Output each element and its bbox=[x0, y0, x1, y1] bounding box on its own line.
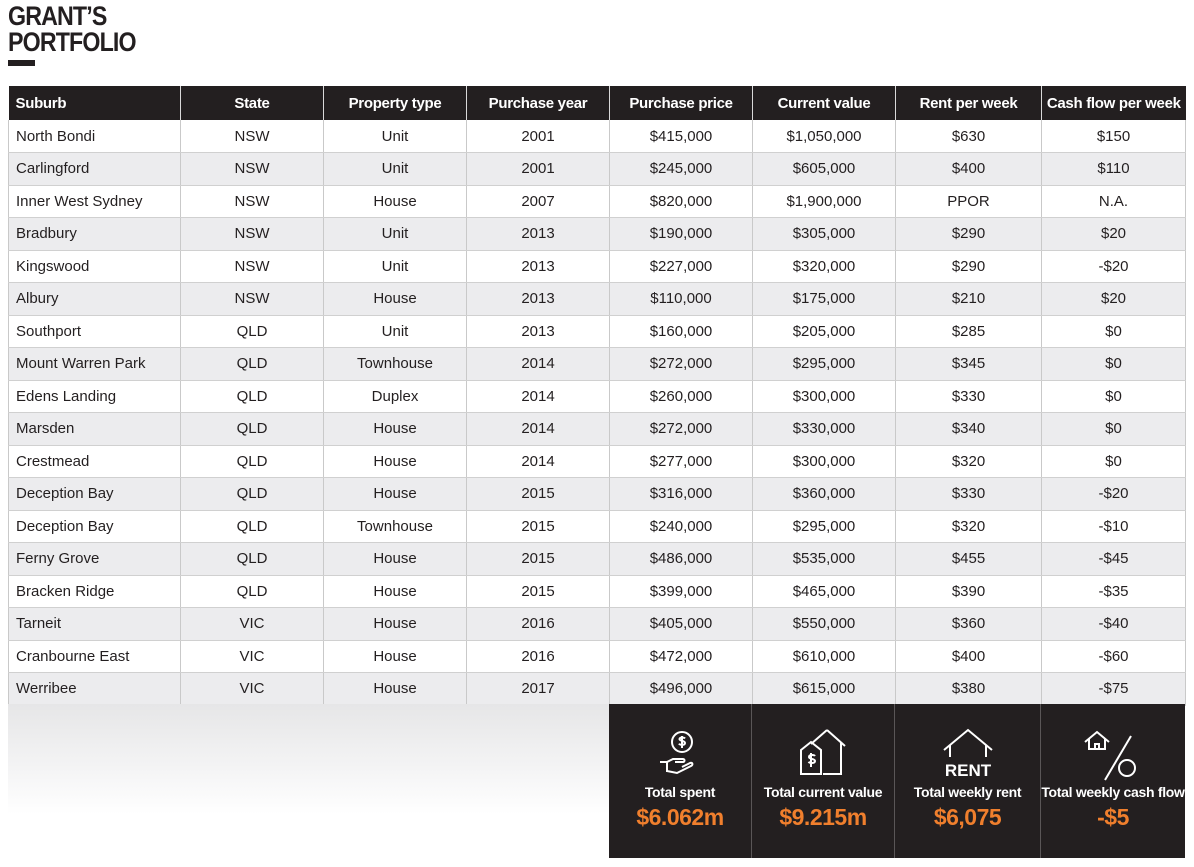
table-cell: Ferny Grove bbox=[9, 543, 181, 576]
title-underline bbox=[8, 60, 35, 66]
table-cell: $535,000 bbox=[753, 543, 896, 576]
table-cell: $240,000 bbox=[610, 510, 753, 543]
money-hand-icon bbox=[656, 728, 704, 776]
table-cell: QLD bbox=[181, 413, 324, 446]
table-cell: $400 bbox=[896, 640, 1042, 673]
table-cell: 2001 bbox=[467, 120, 610, 153]
house-percent-icon bbox=[1083, 728, 1143, 782]
summary-total-spent bbox=[609, 704, 752, 858]
table-cell: $20 bbox=[1042, 283, 1186, 316]
table-cell: $205,000 bbox=[753, 315, 896, 348]
table-cell: $160,000 bbox=[610, 315, 753, 348]
table-cell: $175,000 bbox=[753, 283, 896, 316]
table-row bbox=[9, 185, 1186, 218]
table-cell: $1,050,000 bbox=[753, 120, 896, 153]
decorative-fade bbox=[8, 704, 609, 814]
table-row bbox=[9, 348, 1186, 381]
table-cell: QLD bbox=[181, 478, 324, 511]
summary-label: Total current value bbox=[763, 784, 883, 800]
table-cell: 2013 bbox=[467, 250, 610, 283]
table-cell: $0 bbox=[1042, 380, 1186, 413]
table-cell: 2014 bbox=[467, 380, 610, 413]
table-cell: $360,000 bbox=[753, 478, 896, 511]
table-cell: $472,000 bbox=[610, 640, 753, 673]
table-cell: 2016 bbox=[467, 608, 610, 641]
table-cell: NSW bbox=[181, 185, 324, 218]
summary-label: Total weekly cash flow bbox=[1041, 784, 1185, 800]
table-cell: House bbox=[324, 185, 467, 218]
column-header-purchase-year: Purchase year bbox=[467, 86, 610, 120]
table-cell: $0 bbox=[1042, 348, 1186, 381]
table-cell: $415,000 bbox=[610, 120, 753, 153]
table-cell: Townhouse bbox=[324, 348, 467, 381]
summary-total-weekly-rent bbox=[895, 704, 1041, 858]
table-cell: $295,000 bbox=[753, 348, 896, 381]
table-cell: $390 bbox=[896, 575, 1042, 608]
table-cell: $345 bbox=[896, 348, 1042, 381]
table-cell: Bracken Ridge bbox=[9, 575, 181, 608]
table-cell: 2001 bbox=[467, 153, 610, 186]
table-cell: $610,000 bbox=[753, 640, 896, 673]
column-header-state: State bbox=[181, 86, 324, 120]
table-cell: $486,000 bbox=[610, 543, 753, 576]
table-cell: $20 bbox=[1042, 218, 1186, 251]
table-row bbox=[9, 380, 1186, 413]
summary-label: Total weekly rent bbox=[913, 784, 1022, 800]
table-cell: House bbox=[324, 543, 467, 576]
table-cell: Kingswood bbox=[9, 250, 181, 283]
table-cell: $320,000 bbox=[753, 250, 896, 283]
table-cell: $290 bbox=[896, 250, 1042, 283]
summary-total-current-value bbox=[752, 704, 895, 858]
table-cell: House bbox=[324, 283, 467, 316]
table-cell: 2015 bbox=[467, 478, 610, 511]
summary-label: Total spent bbox=[644, 784, 716, 800]
table-row bbox=[9, 413, 1186, 446]
table-cell: VIC bbox=[181, 608, 324, 641]
table-cell: $550,000 bbox=[753, 608, 896, 641]
table-row bbox=[9, 543, 1186, 576]
table-cell: $0 bbox=[1042, 413, 1186, 446]
summary-value: -$5 bbox=[1097, 804, 1129, 830]
table-cell: NSW bbox=[181, 283, 324, 316]
table-cell: $340 bbox=[896, 413, 1042, 446]
column-header-suburb: Suburb bbox=[9, 86, 181, 120]
table-cell: 2015 bbox=[467, 575, 610, 608]
table-row bbox=[9, 575, 1186, 608]
table-cell: $630 bbox=[896, 120, 1042, 153]
table-cell: 2014 bbox=[467, 445, 610, 478]
table-cell: Unit bbox=[324, 120, 467, 153]
table-cell: NSW bbox=[181, 120, 324, 153]
table-cell: QLD bbox=[181, 510, 324, 543]
table-row bbox=[9, 120, 1186, 153]
table-cell: -$20 bbox=[1042, 478, 1186, 511]
house-rent-icon bbox=[941, 728, 995, 778]
table-cell: $0 bbox=[1042, 315, 1186, 348]
table-cell: -$10 bbox=[1042, 510, 1186, 543]
table-cell: -$20 bbox=[1042, 250, 1186, 283]
table-cell: Edens Landing bbox=[9, 380, 181, 413]
table-cell: Unit bbox=[324, 153, 467, 186]
table-cell: $1,900,000 bbox=[753, 185, 896, 218]
table-cell: $272,000 bbox=[610, 348, 753, 381]
portfolio-table bbox=[8, 86, 1186, 706]
table-cell: Southport bbox=[9, 315, 181, 348]
table-cell: House bbox=[324, 575, 467, 608]
rent-icon-text: RENT bbox=[944, 761, 991, 778]
table-cell: $0 bbox=[1042, 445, 1186, 478]
table-cell: $295,000 bbox=[753, 510, 896, 543]
table-cell: $245,000 bbox=[610, 153, 753, 186]
table-cell: 2015 bbox=[467, 543, 610, 576]
table-cell: House bbox=[324, 640, 467, 673]
table-cell: 2014 bbox=[467, 413, 610, 446]
table-cell: -$35 bbox=[1042, 575, 1186, 608]
column-header-rent-per-week: Rent per week bbox=[896, 86, 1042, 120]
table-cell: Deception Bay bbox=[9, 510, 181, 543]
title-text bbox=[8, 3, 136, 55]
table-row bbox=[9, 218, 1186, 251]
table-cell: Crestmead bbox=[9, 445, 181, 478]
table-cell: $227,000 bbox=[610, 250, 753, 283]
table-cell: $820,000 bbox=[610, 185, 753, 218]
table-cell: Deception Bay bbox=[9, 478, 181, 511]
table-cell: $405,000 bbox=[610, 608, 753, 641]
table-cell: QLD bbox=[181, 445, 324, 478]
summary-value: $9.215m bbox=[779, 804, 867, 830]
table-cell: House bbox=[324, 608, 467, 641]
table-cell: $615,000 bbox=[753, 673, 896, 706]
table-cell: PPOR bbox=[896, 185, 1042, 218]
table-row bbox=[9, 445, 1186, 478]
column-header-cash-flow: Cash flow per week bbox=[1042, 86, 1186, 120]
table-cell: Werribee bbox=[9, 673, 181, 706]
table-cell: $150 bbox=[1042, 120, 1186, 153]
table-cell: Mount Warren Park bbox=[9, 348, 181, 381]
table-cell: NSW bbox=[181, 218, 324, 251]
table-cell: QLD bbox=[181, 348, 324, 381]
table-cell: Unit bbox=[324, 315, 467, 348]
table-cell: $290 bbox=[896, 218, 1042, 251]
table-cell: $605,000 bbox=[753, 153, 896, 186]
table-cell: 2013 bbox=[467, 315, 610, 348]
table-row bbox=[9, 478, 1186, 511]
table-cell: 2015 bbox=[467, 510, 610, 543]
table-cell: $316,000 bbox=[610, 478, 753, 511]
table-row bbox=[9, 283, 1186, 316]
table-cell: -$45 bbox=[1042, 543, 1186, 576]
table-cell: $360 bbox=[896, 608, 1042, 641]
column-header-current-value: Current value bbox=[753, 86, 896, 120]
house-dollar-icon bbox=[797, 728, 849, 778]
column-header-purchase-price: Purchase price bbox=[610, 86, 753, 120]
table-row bbox=[9, 640, 1186, 673]
table-cell: Tarneit bbox=[9, 608, 181, 641]
table-header-row bbox=[9, 86, 1186, 120]
table-cell: $496,000 bbox=[610, 673, 753, 706]
table-cell: House bbox=[324, 478, 467, 511]
title-line-2: PORTFOLIO bbox=[8, 27, 136, 57]
summary-value: $6.062m bbox=[636, 804, 724, 830]
table-cell: $455 bbox=[896, 543, 1042, 576]
table-cell: VIC bbox=[181, 640, 324, 673]
table-cell: $330 bbox=[896, 380, 1042, 413]
table-cell: Inner West Sydney bbox=[9, 185, 181, 218]
summary-value: $6,075 bbox=[933, 804, 1002, 830]
table-cell: N.A. bbox=[1042, 185, 1186, 218]
table-cell: Unit bbox=[324, 218, 467, 251]
table-cell: -$40 bbox=[1042, 608, 1186, 641]
table-cell: QLD bbox=[181, 575, 324, 608]
table-row bbox=[9, 315, 1186, 348]
table-cell: 2013 bbox=[467, 283, 610, 316]
table-cell: Townhouse bbox=[324, 510, 467, 543]
table-cell: House bbox=[324, 413, 467, 446]
table-cell: Bradbury bbox=[9, 218, 181, 251]
table-cell: $330 bbox=[896, 478, 1042, 511]
table-cell: $330,000 bbox=[753, 413, 896, 446]
table-cell: NSW bbox=[181, 153, 324, 186]
table-cell: $320 bbox=[896, 445, 1042, 478]
table-cell: North Bondi bbox=[9, 120, 181, 153]
table-cell: 2017 bbox=[467, 673, 610, 706]
table-cell: NSW bbox=[181, 250, 324, 283]
table-cell: QLD bbox=[181, 380, 324, 413]
table-cell: 2016 bbox=[467, 640, 610, 673]
table-cell: Carlingford bbox=[9, 153, 181, 186]
table-cell: $380 bbox=[896, 673, 1042, 706]
table-cell: $285 bbox=[896, 315, 1042, 348]
table-cell: -$75 bbox=[1042, 673, 1186, 706]
table-cell: $465,000 bbox=[753, 575, 896, 608]
table-cell: 2013 bbox=[467, 218, 610, 251]
summary-total-weekly-cash-flow bbox=[1041, 704, 1185, 858]
table-cell: $110 bbox=[1042, 153, 1186, 186]
table-cell: Unit bbox=[324, 250, 467, 283]
table-cell: $210 bbox=[896, 283, 1042, 316]
table-cell: Marsden bbox=[9, 413, 181, 446]
table-cell: House bbox=[324, 673, 467, 706]
table-cell: $400 bbox=[896, 153, 1042, 186]
table-row bbox=[9, 608, 1186, 641]
table-cell: VIC bbox=[181, 673, 324, 706]
table-cell: $320 bbox=[896, 510, 1042, 543]
table-cell: Cranbourne East bbox=[9, 640, 181, 673]
table-cell: $190,000 bbox=[610, 218, 753, 251]
table-cell: $260,000 bbox=[610, 380, 753, 413]
table-cell: $300,000 bbox=[753, 380, 896, 413]
table-cell: $305,000 bbox=[753, 218, 896, 251]
table-cell: 2014 bbox=[467, 348, 610, 381]
table-cell: $277,000 bbox=[610, 445, 753, 478]
table-row bbox=[9, 673, 1186, 706]
table-cell: $110,000 bbox=[610, 283, 753, 316]
table-cell: 2007 bbox=[467, 185, 610, 218]
table-cell: QLD bbox=[181, 543, 324, 576]
table-cell: House bbox=[324, 445, 467, 478]
table-cell: Duplex bbox=[324, 380, 467, 413]
table-row bbox=[9, 250, 1186, 283]
table-row bbox=[9, 153, 1186, 186]
title-line-1: GRANT’S bbox=[8, 1, 107, 31]
table-cell: $399,000 bbox=[610, 575, 753, 608]
table-cell: -$60 bbox=[1042, 640, 1186, 673]
table-cell: $300,000 bbox=[753, 445, 896, 478]
table-cell: QLD bbox=[181, 315, 324, 348]
table-row bbox=[9, 510, 1186, 543]
column-header-property-type: Property type bbox=[324, 86, 467, 120]
table-cell: Albury bbox=[9, 283, 181, 316]
table-body bbox=[9, 120, 1186, 705]
table-cell: $272,000 bbox=[610, 413, 753, 446]
